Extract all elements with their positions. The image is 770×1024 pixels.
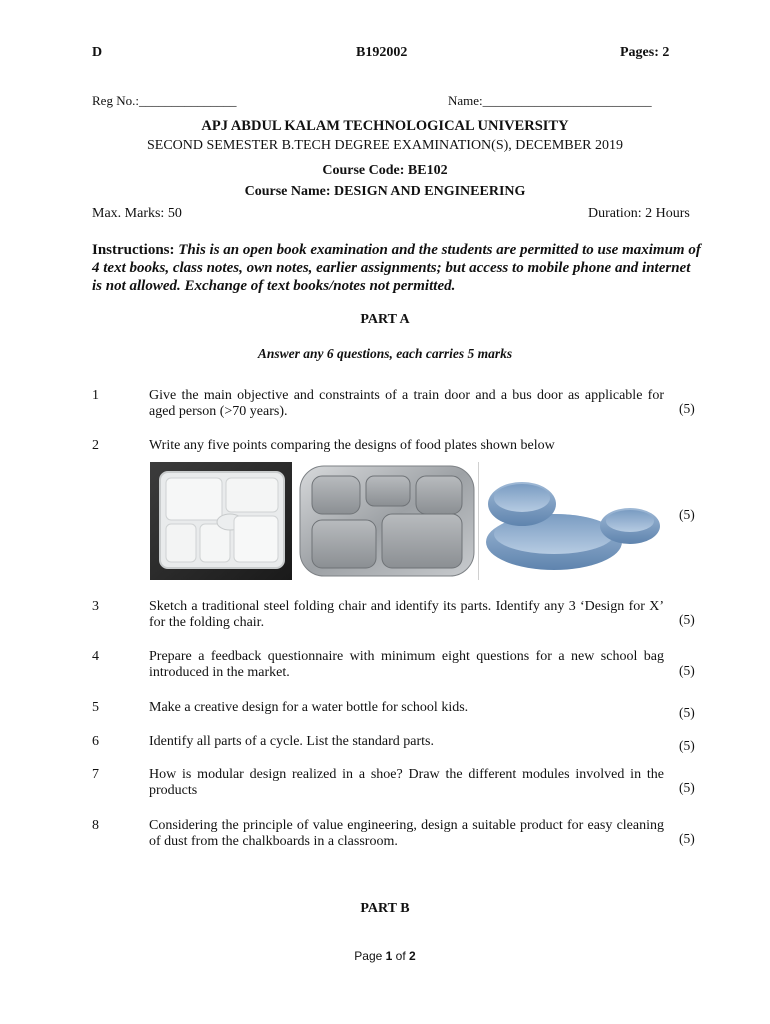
part-a-title: PART A <box>360 312 410 327</box>
question-marks: (5) <box>679 831 695 846</box>
steel-plate-image <box>296 462 478 580</box>
question-marks: (5) <box>679 401 695 416</box>
instructions <box>92 241 702 295</box>
question-number: 8 <box>92 818 99 833</box>
question-text: Prepare a feedback questionnaire with minimum eight questions for a new school bag introduced in the market. <box>149 649 664 680</box>
part-b-title: PART B <box>360 901 410 916</box>
name-field: Name:__________________________ <box>448 93 652 108</box>
question-number: 1 <box>92 388 99 403</box>
question-text: Make a creative design for a water bottle for school kids. <box>149 700 469 715</box>
question-marks: (5) <box>679 663 695 678</box>
footer-current-page: 1 <box>385 949 393 963</box>
exam-title: SECOND SEMESTER B.TECH DEGREE EXAMINATION(S), DECEMBER 2019 <box>147 138 623 153</box>
page-footer <box>0 949 770 963</box>
question-text: Considering the principle of value engineering, design a suitable product for easy cleaning of dust from the chalkboards in a classroom. <box>149 818 664 849</box>
question-number: 5 <box>92 700 99 715</box>
question-marks: (5) <box>679 738 695 753</box>
image-divider <box>478 462 479 580</box>
footer-prefix: Page <box>354 949 386 963</box>
course-code: Course Code: BE102 <box>322 163 448 178</box>
reg-no-field: Reg No.:_______________ <box>92 93 237 108</box>
duration: Duration: 2 Hours <box>588 206 690 221</box>
course-name: Course Name: DESIGN AND ENGINEERING <box>244 184 526 199</box>
question-number: 4 <box>92 649 99 664</box>
question-number: 6 <box>92 734 99 749</box>
question-text: Give the main objective and constraints of a train door and a bus door as applicable for aged person (>70 years). <box>149 388 664 419</box>
question-number: 7 <box>92 767 99 782</box>
question-number: 3 <box>92 599 99 614</box>
question-marks: (5) <box>679 780 695 795</box>
question-text: Sketch a traditional steel folding chair and identify its parts. Identify any 3 ‘Design for X’ for the folding chair. <box>149 599 664 630</box>
instructions-label: Instructions: <box>92 242 175 258</box>
plastic-plate-image <box>150 462 292 580</box>
question-marks: (5) <box>679 507 695 522</box>
university-name: APJ ABDUL KALAM TECHNOLOGICAL UNIVERSITY <box>201 118 569 134</box>
instructions-text: This is an open book examination and the students are permitted to use maximum of 4 text books, class notes, own notes, earlier assignments; but access to mobile phone and internet is not allowed. Exchange of text books/notes not permitted. <box>92 242 701 294</box>
question-text: Write any five points comparing the designs of food plates shown below <box>149 438 555 453</box>
part-a-subtitle: Answer any 6 questions, each carries 5 marks <box>257 346 513 361</box>
page-count: Pages: 2 <box>620 45 670 60</box>
question-number: 2 <box>92 438 99 453</box>
paper-code: B192002 <box>356 45 408 60</box>
blue-bowl-plate-image <box>482 470 664 574</box>
max-marks: Max. Marks: 50 <box>92 206 182 221</box>
set-label: D <box>92 45 103 60</box>
question-text: Identify all parts of a cycle. List the standard parts. <box>149 734 434 749</box>
footer-separator: of <box>392 949 410 963</box>
question-marks: (5) <box>679 612 695 627</box>
question-marks: (5) <box>679 705 695 720</box>
footer-total-pages: 2 <box>409 949 416 963</box>
question-text: How is modular design realized in a shoe? Draw the different modules involved in the products <box>149 767 664 798</box>
